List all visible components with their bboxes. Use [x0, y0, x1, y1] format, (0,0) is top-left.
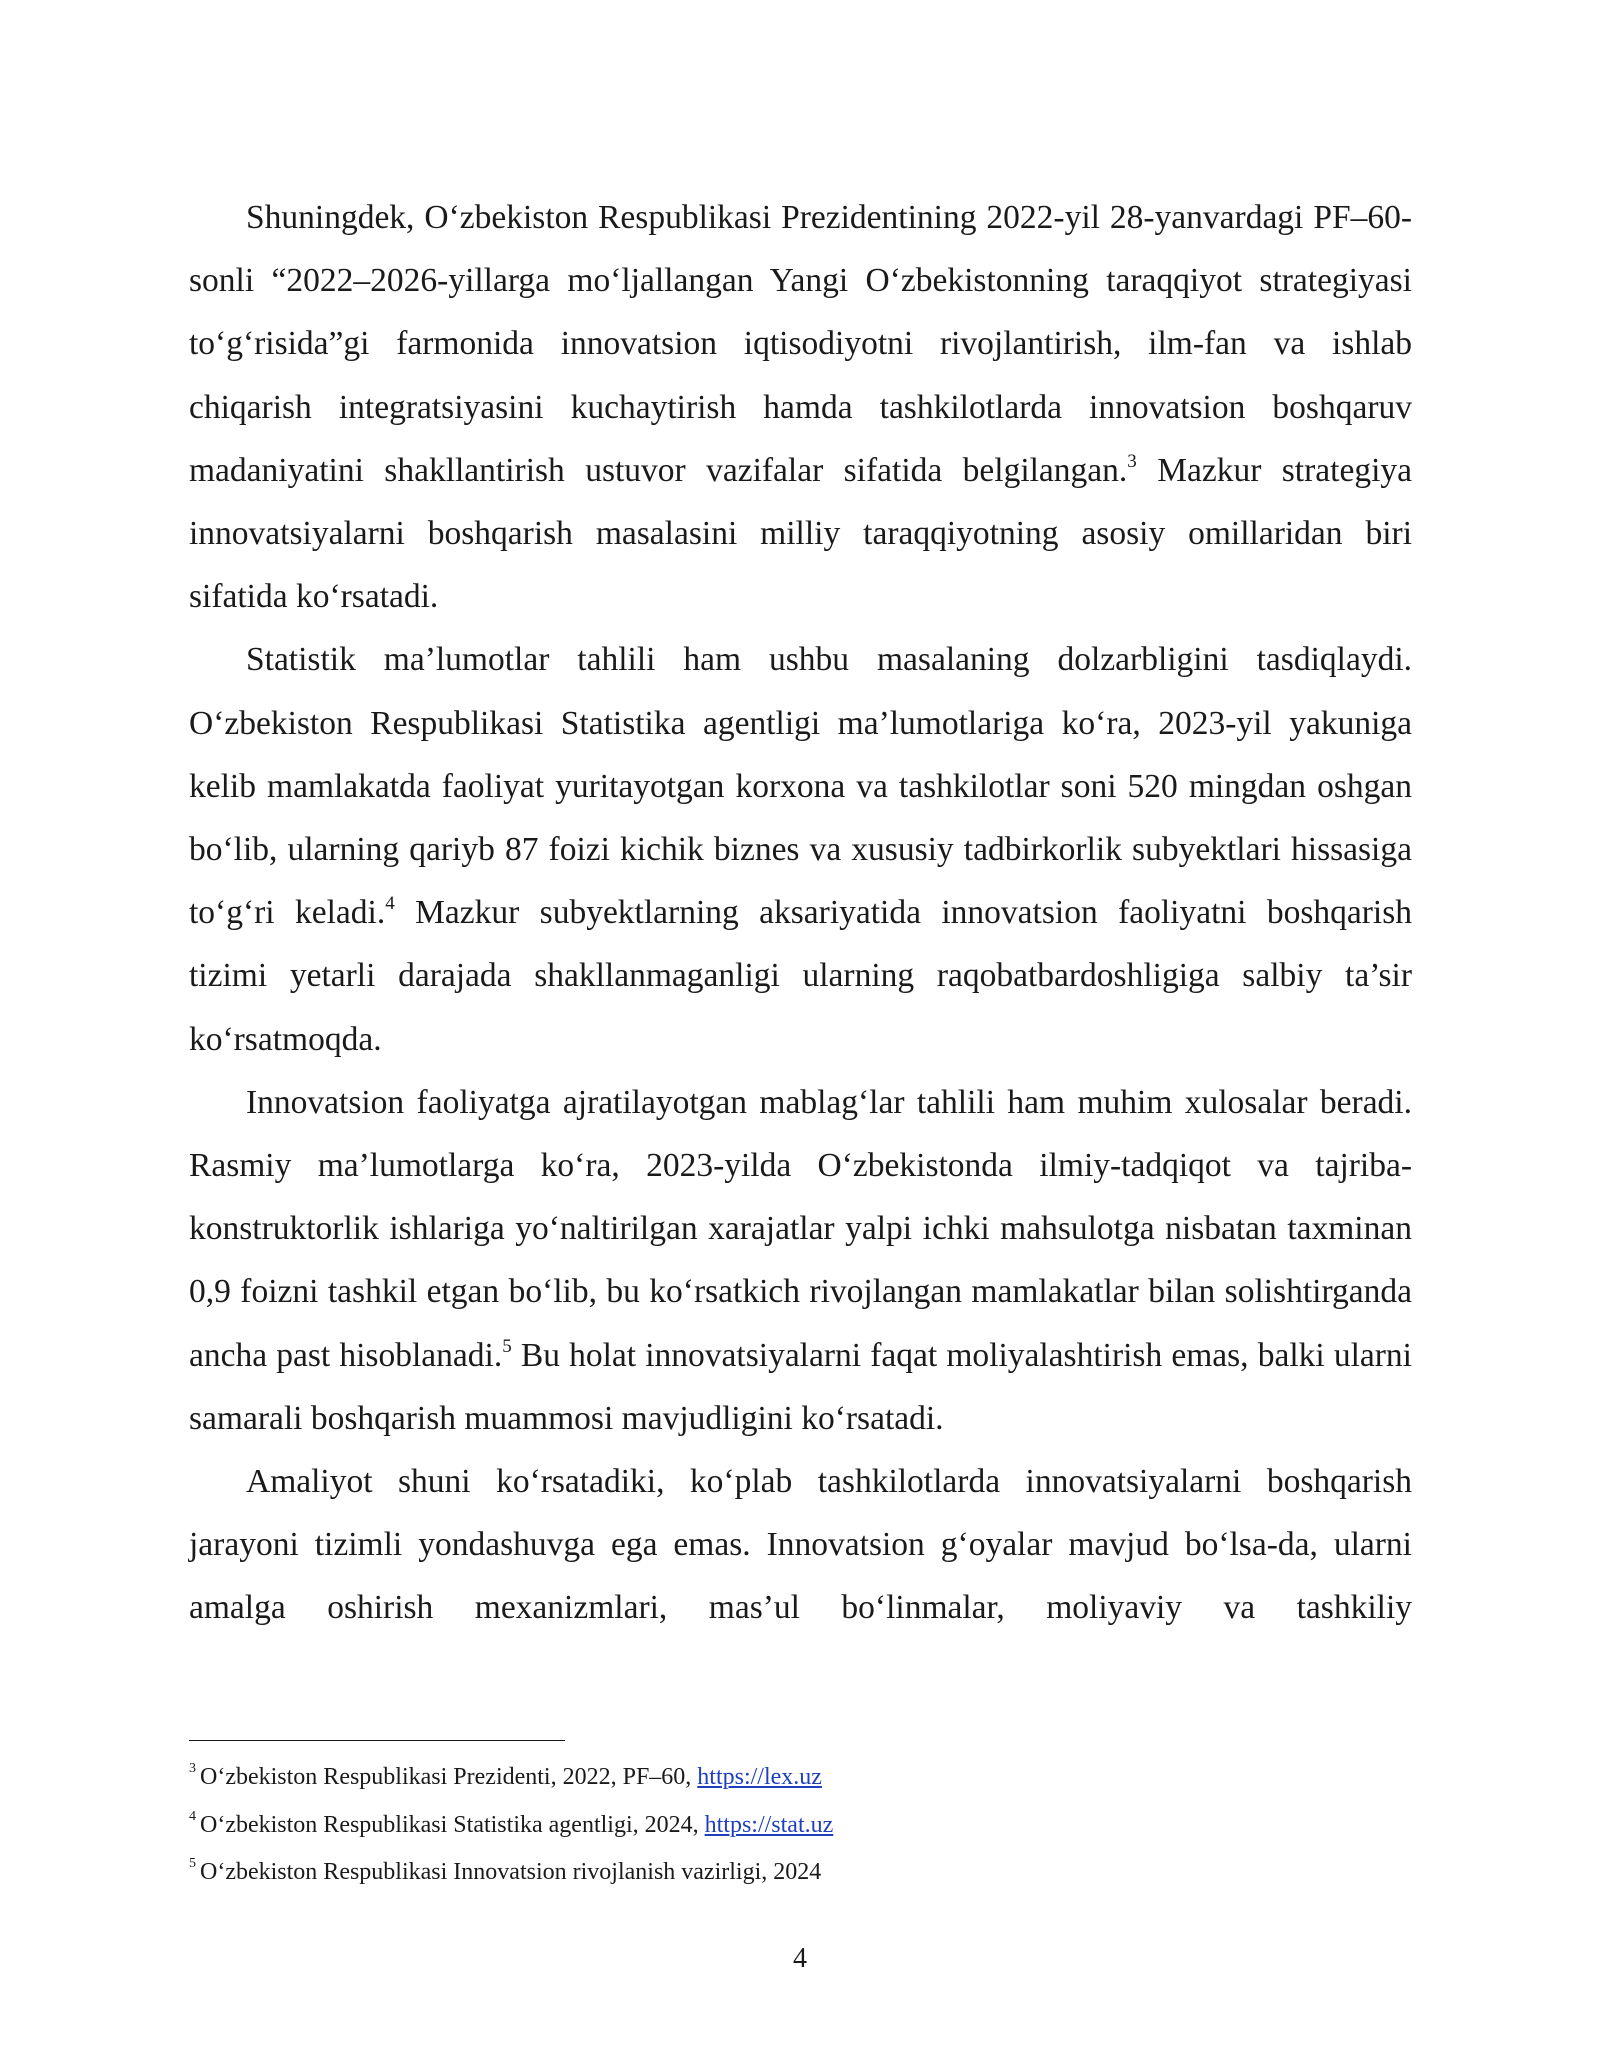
- footnote-3-text: O‘zbekiston Respublikasi Prezidenti, 2022, PF–60,: [200, 1764, 698, 1790]
- footnote-4-link[interactable]: https://stat.uz: [704, 1811, 834, 1838]
- footnote-ref-3[interactable]: 3: [1127, 450, 1137, 472]
- paragraph-2: [189, 628, 1412, 1070]
- footnote-3-number: 3: [189, 1761, 196, 1776]
- footnote-ref-4[interactable]: 4: [385, 893, 395, 915]
- footnote-separator: [189, 1740, 565, 1741]
- footnote-4-text: O‘zbekiston Respublikasi Statistika agentligi, 2024,: [200, 1811, 705, 1838]
- paragraph-4: [189, 1450, 1412, 1640]
- paragraph-3: [189, 1071, 1412, 1450]
- paragraph-2-text-cont: Mazkur subyektlarning aksariyatida innovatsion faoliyatni boshqarish tizimi yetarli darajada shakllanmaganligi ularning raqobatbardoshligiga salbiy ta’sir ko‘rsatmoqda.: [189, 894, 1413, 1058]
- paragraph-2-text: Statistik ma’lumotlar tahlili ham ushbu masalaning dolzarbligini tasdiqlaydi. O‘zbekiston Respublikasi Statistika agentligi ma’lumotlariga ko‘ra, 2023-yil yakuniga kelib mamlakatda faoliyat yuritayotgan korxona va tashkilotlar soni 520 mingdan oshgan bo‘lib, ularning qariyb 87 foizi kichik biznes va xususiy tadbirkorlik subyektlari hissasiga to‘g‘ri keladi.: [189, 641, 1412, 932]
- footnote-3-link[interactable]: https://lex.uz: [697, 1764, 822, 1790]
- footnote-4: [189, 1802, 1412, 1850]
- page-number: 4: [793, 1943, 807, 1974]
- paragraph-1-text: Shuningdek, O‘zbekiston Respublikasi Prezidentining 2022-yil 28-yanvardagi PF–60-sonli “2022–2026-yillarga mo‘ljallangan Yangi O‘zbekistonning taraqqiyot strategiyasi to‘g‘risida”gi farmonida innovatsion iqtisodiyotni rivojlantirish, ilm-fan va ishlab chiqarish integratsiyasini kuchaytirish hamda tashkilotlarda innovatsion boshqaruv madaniyatini shakllantirish ustuvor vazifalar sifatida belgilangan.: [189, 199, 1412, 489]
- footnotes: [189, 1754, 1412, 1897]
- footnote-ref-5[interactable]: 5: [502, 1335, 512, 1357]
- paragraph-3-text: Innovatsion faoliyatga ajratilayotgan mablag‘lar tahlili ham muhim xulosalar beradi. Rasmiy ma’lumotlarga ko‘ra, 2023-yilda O‘zbekistonda ilmiy-tadqiqot va tajriba-konstruktorlik ishlariga yo‘naltirilgan xarajatlar yalpi ichki mahsulotga nisbatan taxminan 0,9 foizni tashkil etgan bo‘lib, bu ko‘rsatkich rivojlangan mamlakatlar bilan solishtirganda ancha past hisoblanadi.: [189, 1083, 1412, 1374]
- paragraph-3-text-cont: Bu holat innovatsiyalarni faqat moliyalashtirish emas, balki ularni samarali boshqarish muammosi mavjudligini ko‘rsatadi.: [189, 1336, 1412, 1437]
- paragraph-1-text-cont: Mazkur strategiya innovatsiyalarni boshqarish masalasini milliy taraqqiyotning asosiy omillaridan biri sifatida ko‘rsatadi.: [189, 451, 1412, 616]
- paragraph-4-text: Amaliyot shuni ko‘rsatadiki, ko‘plab tashkilotlarda innovatsiyalarni boshqarish jarayoni tizimli yondashuvga ega emas. Innovatsion g‘oyalar mavjud bo‘lsa-da, ularni amalga oshirish mexanizmlari, mas’ul bo‘linmalar, moliyaviy va tashkiliy: [189, 1463, 1412, 1627]
- footnote-5-text: O‘zbekiston Respublikasi Innovatsion rivojlanish vazirligi, 2024: [200, 1859, 822, 1885]
- paragraph-1: [189, 186, 1412, 628]
- footnote-5: [189, 1849, 1412, 1897]
- footnote-3: [189, 1754, 1412, 1802]
- footnote-5-number: 5: [189, 1856, 196, 1871]
- body-text: [189, 186, 1412, 1640]
- footnote-4-number: 4: [189, 1808, 196, 1824]
